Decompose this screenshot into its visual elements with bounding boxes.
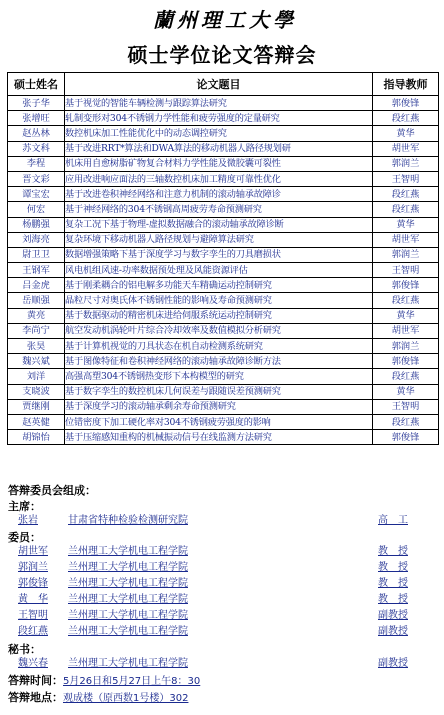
member-rank: 教 授: [378, 562, 408, 573]
chair-org: 甘肃省特种检验检测研究院: [68, 515, 188, 526]
table-row: [8, 293, 439, 308]
advisor-name: 王智明: [373, 399, 439, 414]
thesis-title: 基于刚柔耦合的铝电解多功能天车精确运动控制研究: [65, 278, 373, 293]
member-rank: 教 授: [378, 578, 408, 589]
time-label: 答辩时间：: [8, 674, 63, 687]
member-name: 王智明: [18, 610, 48, 621]
committee-heading: 答辩委员会组成：: [8, 484, 96, 497]
student-name: 张子华: [8, 96, 65, 111]
thesis-title: 应用改进响应面法的三轴数控机床加工精度可靠性优化: [65, 171, 373, 186]
table-row: [8, 399, 439, 414]
advisor-name: 黄华: [373, 308, 439, 323]
thesis-title: 基于数据驱动的精密机床进给伺服系统运动控制研究: [65, 308, 373, 323]
student-name: 魏兴斌: [8, 354, 65, 369]
table-row: [8, 126, 439, 141]
table-header-row: [8, 73, 439, 96]
student-name: 尉卫卫: [8, 247, 65, 262]
table-row: [8, 369, 439, 384]
member-name: 郭俊锋: [18, 578, 48, 589]
student-name: 赵英健: [8, 414, 65, 429]
member-row: [8, 544, 438, 560]
advisor-name: 郭润兰: [373, 247, 439, 262]
thesis-title: 数据增强策略下基于深度学习与数字孪生的刀具磨损状: [65, 247, 373, 262]
thesis-title: 基于计算机视觉的刀具状态在机自动检测系统研究: [65, 339, 373, 354]
student-name: 苏文科: [8, 141, 65, 156]
table-row: [8, 187, 439, 202]
defense-place: [8, 691, 188, 706]
secretary-rank: 副教授: [378, 658, 408, 669]
page-title: 硕士学位论文答辩会: [127, 43, 317, 67]
thesis-title: 复杂环境下移动机器人路径规划与避障算法研究: [65, 232, 373, 247]
column-header-student: 硕士姓名: [8, 73, 65, 96]
member-rank: 教 授: [378, 594, 408, 605]
member-org: 兰州理工大学机电工程学院: [68, 626, 188, 637]
student-name: 张昊: [8, 339, 65, 354]
student-name: 岳顺强: [8, 293, 65, 308]
member-name: 郭润兰: [18, 562, 48, 573]
member-rank: 副教授: [378, 610, 408, 621]
member-rank: 副教授: [378, 626, 408, 637]
table-row: [8, 308, 439, 323]
student-name: 李程: [8, 156, 65, 171]
member-org: 兰州理工大学机电工程学院: [68, 578, 188, 589]
advisor-name: 胡世军: [373, 323, 439, 338]
table-row: [8, 171, 439, 186]
secretary-name: 魏兴春: [18, 658, 48, 669]
member-row: [8, 560, 438, 576]
thesis-title: 晶粒尺寸对奥氏体不锈钢性能的影响及寿命预测研究: [65, 293, 373, 308]
table-row: [8, 141, 439, 156]
advisor-name: 段红燕: [373, 414, 439, 429]
thesis-title: 数控机床加工性能优化中的动态调控研究: [65, 126, 373, 141]
advisor-name: 郭俊锋: [373, 430, 439, 445]
defense-time: [8, 674, 200, 689]
thesis-title: 机床用自愈树脂矿物复合材料力学性能及微胶囊可裂性: [65, 156, 373, 171]
chair-row: [8, 513, 438, 529]
table-row: [8, 247, 439, 262]
secretary-row: [8, 656, 438, 672]
advisor-name: 段红燕: [373, 293, 439, 308]
member-row: [8, 608, 438, 624]
thesis-title: 基于图像特征和卷积神经网络的滚动轴承故障诊断方法: [65, 354, 373, 369]
member-org: 兰州理工大学机电工程学院: [68, 594, 188, 605]
secretary-org: 兰州理工大学机电工程学院: [68, 658, 188, 669]
student-name: 黄亮: [8, 308, 65, 323]
member-org: 兰州理工大学机电工程学院: [68, 546, 188, 557]
student-name: 何宏: [8, 202, 65, 217]
thesis-title: 位错密度下加工硬化率对304不锈钢疲劳强度的影响: [65, 414, 373, 429]
thesis-title: 基于压缩感知重构的机械振动信号在线监测方法研究: [65, 430, 373, 445]
advisor-name: 段红燕: [373, 369, 439, 384]
advisor-name: 胡世军: [373, 232, 439, 247]
table-row: [8, 414, 439, 429]
advisor-name: 段红燕: [373, 202, 439, 217]
table-row: [8, 263, 439, 278]
member-row: [8, 624, 438, 640]
member-row: [8, 592, 438, 608]
thesis-title: 轧制变形对304不锈钢力学性能和疲劳强度的定量研究: [65, 111, 373, 126]
table-row: [8, 232, 439, 247]
place-value: 观成楼（原西数1号楼）302: [63, 693, 189, 704]
table-row: [8, 156, 439, 171]
member-name: 胡世军: [18, 546, 48, 557]
student-name: 胡锦怡: [8, 430, 65, 445]
chair-label: 主席：: [8, 500, 41, 513]
time-value: 5月26日和5月27日上午8：30: [63, 676, 201, 687]
advisor-name: 段红燕: [373, 111, 439, 126]
place-label: 答辩地点：: [8, 691, 63, 704]
thesis-title: 复杂工况下基于物理-虚拟数据融合的滚动轴承故障诊断: [65, 217, 373, 232]
student-name: 李尚宁: [8, 323, 65, 338]
student-name: 赵丛林: [8, 126, 65, 141]
table-row: [8, 278, 439, 293]
thesis-table-body: [8, 96, 439, 445]
student-name: 王钢军: [8, 263, 65, 278]
student-name: 杨鹏强: [8, 217, 65, 232]
chair-name: 张岩: [18, 515, 38, 526]
student-name: 刘海亮: [8, 232, 65, 247]
column-header-advisor: 指导教师: [373, 73, 439, 96]
member-org: 兰州理工大学机电工程学院: [68, 562, 188, 573]
advisor-name: 王智明: [373, 171, 439, 186]
advisor-name: 郭俊锋: [373, 354, 439, 369]
advisor-name: 王智明: [373, 263, 439, 278]
student-name: 刘洋: [8, 369, 65, 384]
thesis-title: 基于数字孪生的数控机床几何误差与跟随误差预测研究: [65, 384, 373, 399]
table-row: [8, 96, 439, 111]
student-name: 晋文彩: [8, 171, 65, 186]
student-name: 贾继刚: [8, 399, 65, 414]
table-row: [8, 339, 439, 354]
secretary-label: 秘书：: [8, 643, 41, 656]
advisor-name: 郭俊锋: [373, 278, 439, 293]
student-name: 支晓波: [8, 384, 65, 399]
advisor-name: 郭润兰: [373, 339, 439, 354]
member-org: 兰州理工大学机电工程学院: [68, 610, 188, 621]
thesis-title: 基于改进RRT*算法和DWA算法的移动机器人路径规划研: [65, 141, 373, 156]
thesis-title: 风电机组风速-功率数据预处理及风能资源评估: [65, 263, 373, 278]
student-name: 张增旺: [8, 111, 65, 126]
advisor-name: 黄华: [373, 384, 439, 399]
thesis-title: 基于改进卷积神经网络和注意力机制的滚动轴承故障诊: [65, 187, 373, 202]
member-row: [8, 576, 438, 592]
member-rank: 教 授: [378, 546, 408, 557]
advisor-name: 段红燕: [373, 187, 439, 202]
advisor-name: 胡世军: [373, 141, 439, 156]
thesis-title: 航空发动机涡轮叶片综合冷却效率及数值模拟分析研究: [65, 323, 373, 338]
table-row: [8, 384, 439, 399]
student-name: 谭宝宏: [8, 187, 65, 202]
table-row: [8, 430, 439, 445]
chair-rank: 高 工: [378, 515, 408, 526]
advisor-name: 郭润兰: [373, 156, 439, 171]
member-name: 段红燕: [18, 626, 48, 637]
student-name: 吕金虎: [8, 278, 65, 293]
thesis-table: [7, 72, 439, 445]
thesis-title: 基于深度学习的滚动轴承剩余寿命预测研究: [65, 399, 373, 414]
members-label: 委员：: [8, 531, 41, 544]
advisor-name: 黄华: [373, 217, 439, 232]
table-row: [8, 354, 439, 369]
table-row: [8, 111, 439, 126]
column-header-title: 论文题目: [65, 73, 373, 96]
advisor-name: 黄华: [373, 126, 439, 141]
thesis-title: 基于神经网络的304不锈钢高周疲劳寿命预测研究: [65, 202, 373, 217]
university-logo: 蘭州理工大學: [153, 8, 297, 32]
thesis-title: 高强高塑304不锈钢热变形下本构模型的研究: [65, 369, 373, 384]
table-row: [8, 217, 439, 232]
table-row: [8, 323, 439, 338]
thesis-title: 基于视觉的智能车辆检测与跟踪算法研究: [65, 96, 373, 111]
advisor-name: 郭俊锋: [373, 96, 439, 111]
table-row: [8, 202, 439, 217]
member-name: 黄 华: [18, 594, 48, 605]
